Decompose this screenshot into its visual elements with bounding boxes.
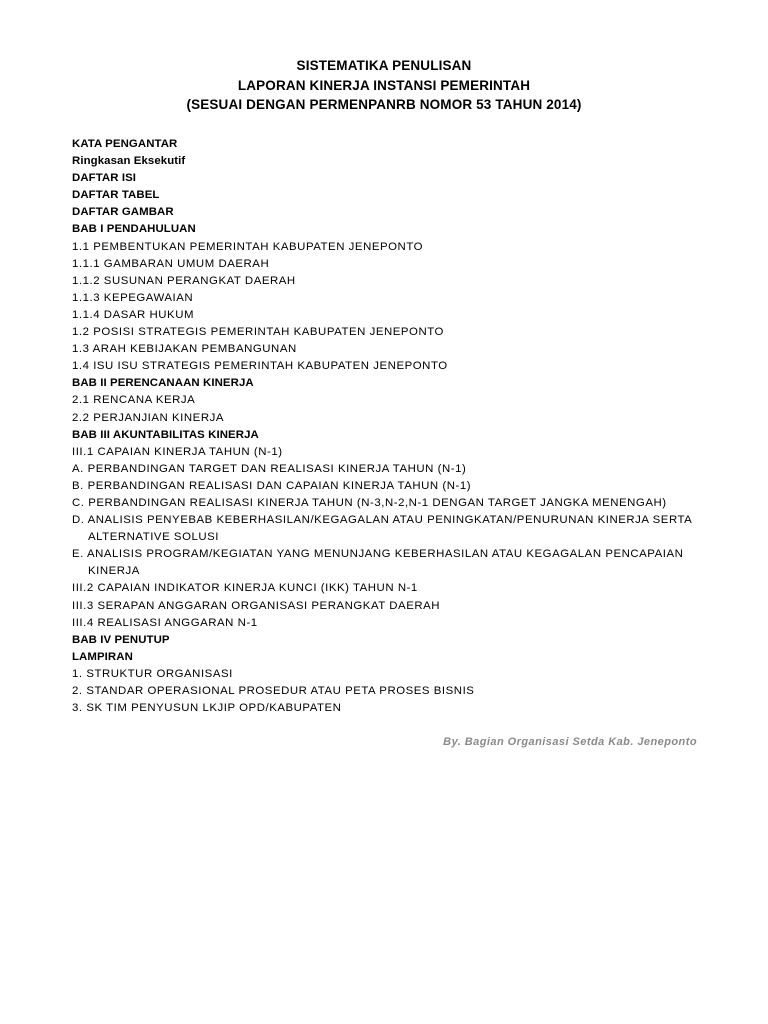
toc-item (72, 461, 712, 478)
toc-item (72, 136, 712, 153)
toc-item-text: III.1 CAPAIAN KINERJA TAHUN (N-1) (72, 445, 283, 458)
toc-item (72, 444, 712, 461)
toc-item (72, 615, 712, 632)
toc-item-text: DAFTAR TABEL (72, 189, 160, 202)
toc-item (72, 324, 712, 341)
toc-item (72, 649, 712, 666)
toc-item-text: III.2 CAPAIAN INDIKATOR KINERJA KUNCI (IKK) TAHUN N-1 (72, 582, 418, 595)
toc-item (72, 273, 712, 290)
toc-item (72, 632, 712, 649)
toc-item (72, 341, 712, 358)
toc-item (72, 666, 712, 683)
toc-item (72, 427, 712, 444)
toc-item-text: 1.1.4 DASAR HUKUM (72, 308, 195, 321)
toc-item (72, 290, 712, 307)
toc-item-text: 1.4 ISU ISU STRATEGIS PEMERINTAH KABUPATEN JENEPONTO (72, 360, 448, 373)
toc-item (72, 256, 712, 273)
toc-item (72, 683, 712, 700)
toc-item-text: A. PERBANDINGAN TARGET DAN REALISASI KINERJA TAHUN (N-1) (72, 462, 467, 475)
toc-item (72, 495, 712, 512)
toc-item-continuation: ALTERNATIVE SOLUSI (88, 531, 220, 544)
toc-item (72, 307, 712, 324)
toc-item-text: DAFTAR GAMBAR (72, 206, 174, 219)
toc-item (72, 598, 712, 615)
toc-item-text: 1.1 PEMBENTUKAN PEMERINTAH KABUPATEN JENEPONTO (72, 240, 424, 253)
toc-item-text: 1.1.1 GAMBARAN UMUM DAERAH (72, 257, 270, 270)
toc-item (72, 546, 712, 580)
toc-item-text: BAB I PENDAHULUAN (72, 223, 196, 236)
toc-item-text: BAB III AKUNTABILITAS KINERJA (72, 428, 259, 441)
toc-item-text: 1.2 POSISI STRATEGIS PEMERINTAH KABUPATEN JENEPONTO (72, 326, 444, 339)
toc-item-text: E. ANALISIS PROGRAM/KEGIATAN YANG MENUNJANG KEBERHASILAN ATAU KEGAGALAN PENCAPAIAN (72, 548, 684, 561)
toc-item-text: 3. SK TIM PENYUSUN LKJIP OPD/KABUPATEN (72, 702, 342, 715)
toc-item-text: DAFTAR ISI (72, 172, 137, 185)
document-title (0, 56, 768, 115)
toc-item (72, 204, 712, 221)
toc-item-text: III.4 REALISASI ANGGARAN N-1 (72, 616, 258, 629)
toc-item-text: Ringkasan Eksekutif (72, 155, 186, 168)
toc-item (72, 375, 712, 392)
title-line-1: SISTEMATIKA PENULISAN (296, 58, 472, 73)
toc-item-text: 2.1 RENCANA KERJA (72, 394, 196, 407)
toc-item (72, 358, 712, 375)
toc-item (72, 153, 712, 170)
toc-item-text: 1.1.2 SUSUNAN PERANGKAT DAERAH (72, 274, 296, 287)
toc-item (72, 580, 712, 597)
table-of-contents (72, 136, 712, 717)
toc-item (72, 187, 712, 204)
toc-item (72, 478, 712, 495)
toc-item (72, 512, 712, 546)
toc-item-text: 1.3 ARAH KEBIJAKAN PEMBANGUNAN (72, 343, 297, 356)
toc-item-text: 2. STANDAR OPERASIONAL PROSEDUR ATAU PETA PROSES BISNIS (72, 685, 475, 697)
toc-item-text: KATA PENGANTAR (72, 138, 178, 150)
toc-item-text: 2.2 PERJANJIAN KINERJA (72, 411, 224, 424)
toc-item-text: 1. STRUKTUR ORGANISASI (72, 667, 233, 680)
toc-item (72, 221, 712, 238)
toc-item-text: B. PERBANDINGAN REALISASI DAN CAPAIAN KINERJA TAHUN (N-1) (72, 479, 472, 492)
title-line-2: LAPORAN KINERJA INSTANSI PEMERINTAH (237, 77, 531, 93)
toc-item-text: C. PERBANDINGAN REALISASI KINERJA TAHUN (N-3,N-2,N-1 DENGAN TARGET JANGKA MENENGAH) (72, 496, 667, 509)
toc-item (72, 392, 712, 409)
toc-item-text: III.3 SERAPAN ANGGARAN ORGANISASI PERANGKAT DAERAH (72, 599, 441, 612)
toc-item-text: BAB IV PENUTUP (72, 633, 170, 646)
toc-item (72, 239, 712, 256)
toc-item-text: BAB II PERENCANAAN KINERJA (72, 377, 254, 390)
toc-item-text: 1.1.3 KEPEGAWAIAN (72, 291, 194, 304)
toc-item-text: LAMPIRAN (72, 650, 133, 663)
title-line-3: (SESUAI DENGAN PERMENPANRB NOMOR 53 TAHUN 2014) (186, 97, 582, 112)
toc-item-text: D. ANALISIS PENYEBAB KEBERHASILAN/KEGAGALAN ATAU PENINGKATAN/PENURUNAN KINERJA SERTA (72, 514, 693, 527)
signature-text: By. Bagian Organisasi Setda Kab. Jeneponto (443, 736, 697, 748)
toc-item (72, 410, 712, 427)
toc-item-continuation: KINERJA (88, 565, 140, 578)
toc-item (72, 170, 712, 187)
toc-item (72, 700, 712, 717)
